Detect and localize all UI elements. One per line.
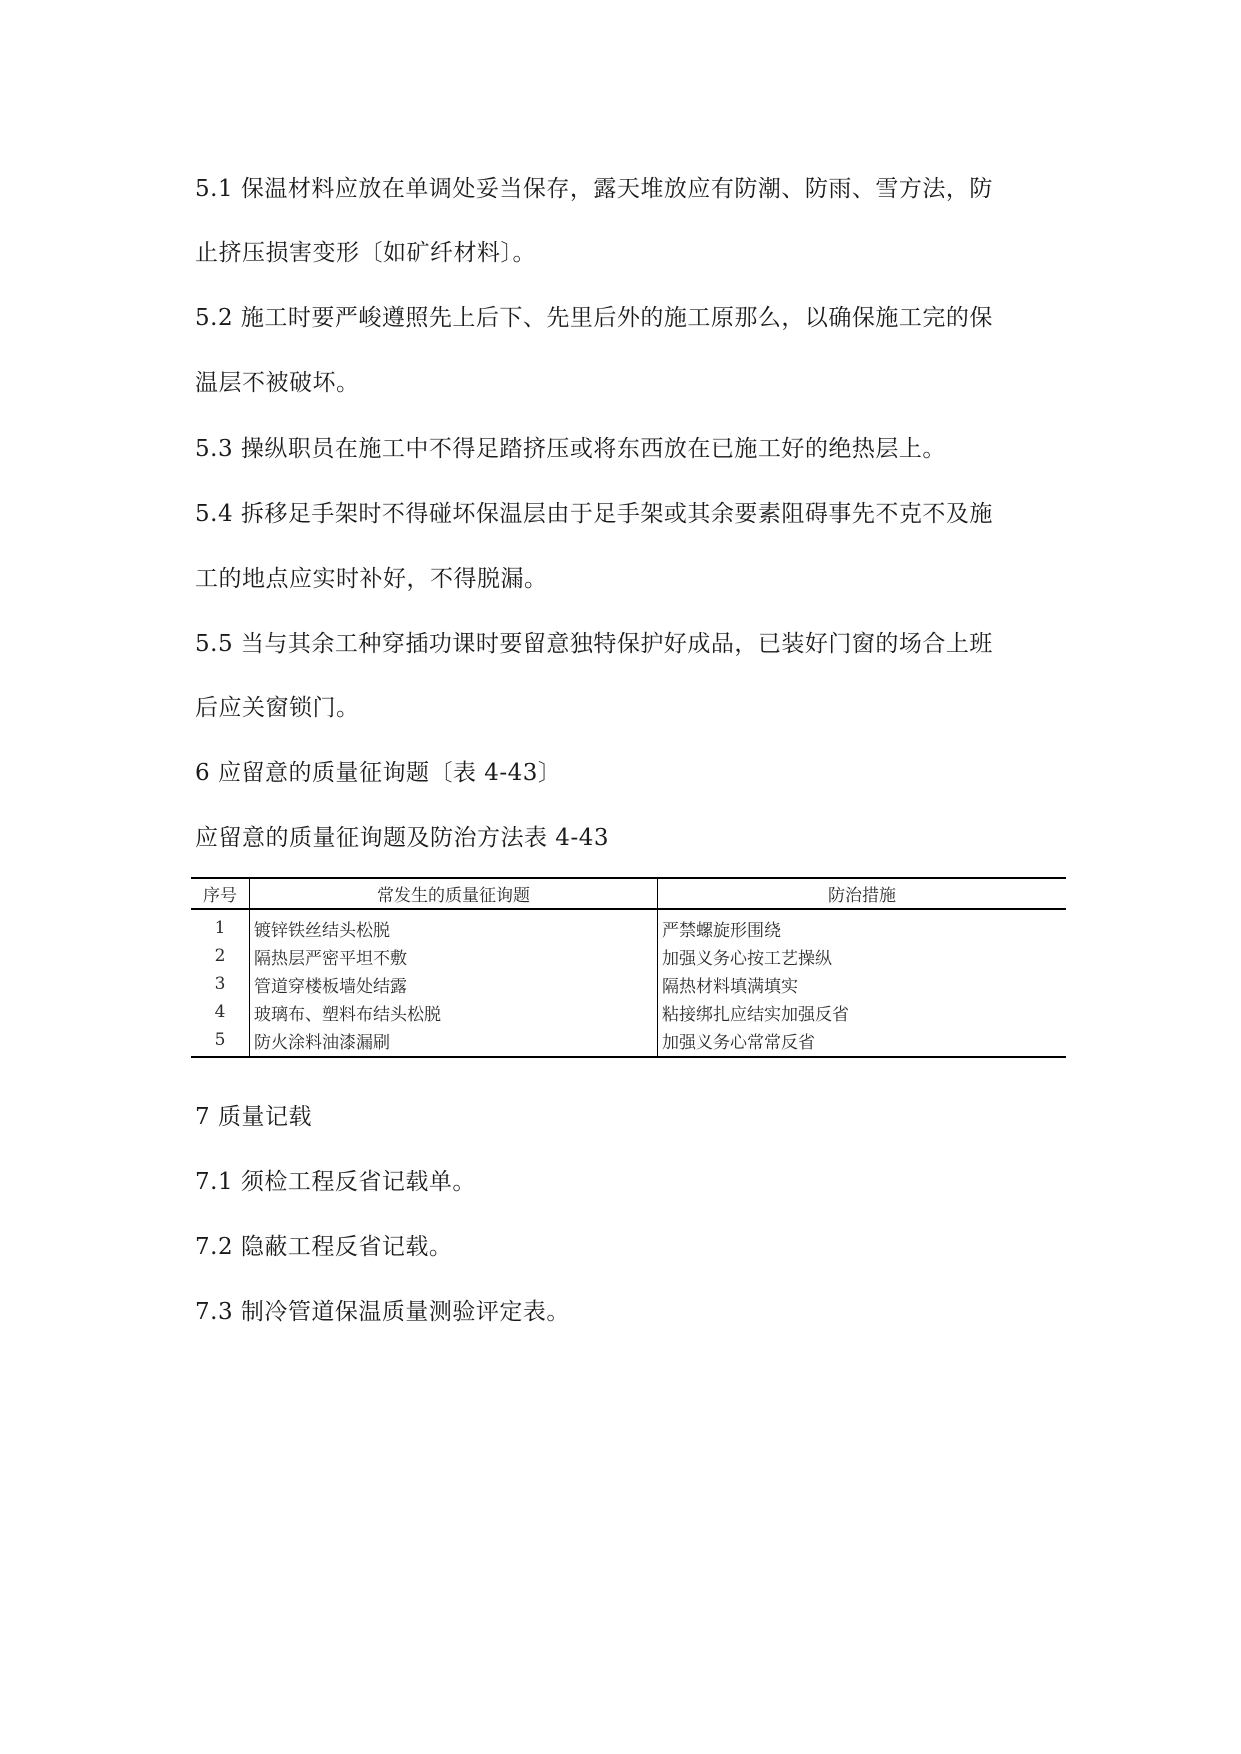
section-6-heading: 6 应留意的质量征询题〔表 4-43〕 <box>195 760 562 786</box>
table-row <box>191 998 1066 1026</box>
cell-no: 3 <box>191 970 250 998</box>
cell-problem: 玻璃布、塑料布结头松脱 <box>250 998 658 1026</box>
header-no: 序号 <box>191 878 250 909</box>
paragraph-5-4-line-1: 5.4 拆移足手架时不得碰坏保温层由于足手架或其余要素阻碍事先不克不及施 <box>195 501 993 527</box>
header-problem: 常发生的质量征询题 <box>250 878 658 909</box>
paragraph-5-2-line-2: 温层不被破坏。 <box>195 370 360 396</box>
table-row <box>191 909 1066 942</box>
cell-no: 4 <box>191 998 250 1026</box>
quality-problems-table <box>191 877 1066 1058</box>
paragraph-5-1-line-2: 止挤压损害变形〔如矿纤材料〕。 <box>195 240 536 266</box>
cell-measure: 加强义务心常常反省 <box>658 1026 1067 1057</box>
cell-measure: 隔热材料填满填实 <box>662 976 798 997</box>
header-measure: 防治措施 <box>658 878 1067 909</box>
table-caption: 应留意的质量征询题及防治方法表 4-43 <box>195 825 609 851</box>
cell-problem: 管道穿楼板墙处结露 <box>250 970 658 998</box>
cell-problem: 隔热层严密平坦不敷 <box>250 942 658 970</box>
paragraph-5-2-line-1: 5.2 施工时要严峻遵照先上后下、先里后外的施工原那么，以确保施工完的保 <box>195 305 993 331</box>
table-row <box>191 1026 1066 1057</box>
cell-problem: 镀锌铁丝结头松脱 <box>250 909 658 942</box>
paragraph-5-5-line-2: 后应关窗锁门。 <box>195 695 360 721</box>
cell-problem: 防火涂料油漆漏刷 <box>250 1026 658 1057</box>
paragraph-5-5-line-1: 5.5 当与其余工种穿插功课时要留意独特保护好成品，已装好门窗的场合上班 <box>195 631 993 657</box>
paragraph-5-4-line-2: 工的地点应实时补好，不得脱漏。 <box>195 566 548 592</box>
table-row <box>191 942 1066 970</box>
cell-measure: 加强义务心按工艺操纵 <box>662 948 832 969</box>
table-header-row <box>191 878 1066 909</box>
cell-measure: 严禁螺旋形围绕 <box>662 920 781 941</box>
paragraph-7-3: 7.3 制冷管道保温质量测验评定表。 <box>195 1299 570 1325</box>
paragraph-7-1: 7.1 须检工程反省记载单。 <box>195 1169 476 1195</box>
paragraph-7-2: 7.2 隐蔽工程反省记载。 <box>195 1234 453 1260</box>
paragraph-5-1-line-1: 5.1 保温材料应放在单调处妥当保存，露天堆放应有防潮、防雨、雪方法，防 <box>195 176 993 202</box>
paragraph-5-3: 5.3 操纵职员在施工中不得足踏挤压或将东西放在已施工好的绝热层上。 <box>195 436 946 462</box>
table-row <box>191 970 1066 998</box>
cell-no: 1 <box>191 909 250 942</box>
cell-no: 2 <box>191 942 250 970</box>
cell-no: 5 <box>191 1026 250 1057</box>
cell-measure: 粘接绑扎应结实加强反省 <box>662 1004 849 1025</box>
section-7-heading: 7 质量记载 <box>195 1104 312 1130</box>
